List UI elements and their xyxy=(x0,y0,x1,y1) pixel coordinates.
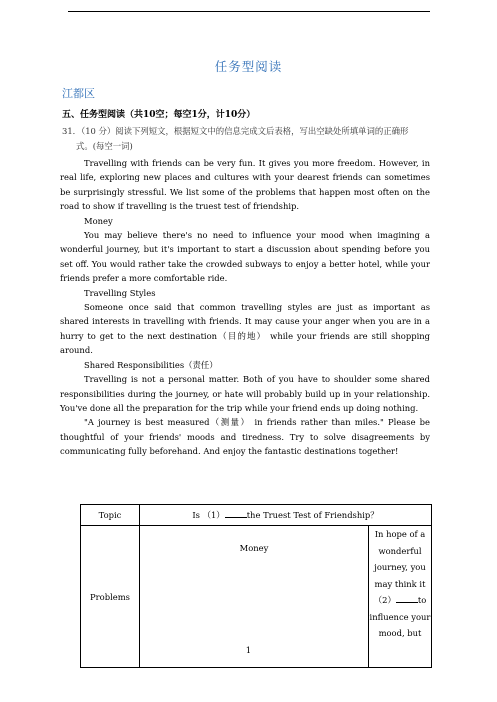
topic-text-pre: Is （1） xyxy=(192,510,225,520)
topic-text-post: the Truest Test of Friendship？ xyxy=(246,510,379,520)
cell-money: Money xyxy=(140,526,369,668)
passage-paragraph-1: Travelling with friends can be very fun. It gives you more freedom. However, in real life, exploring new places and cultures with your dearest friends can sometimes be surprisingly stressful. We list some of the problems that happen most often on the road to show if travelling is the truest test of friendship. xyxy=(60,158,430,212)
blank-2-input[interactable] xyxy=(396,594,418,603)
detail-line: influence your xyxy=(369,611,431,622)
detail-line: mood, but xyxy=(378,628,422,638)
passage-heading-money: Money xyxy=(84,215,113,226)
passage-paragraph-5: "A journey is best measured（测量） in friends rather than miles." Please be thoughtful of your friends' moods and tiredness. Try to solve disagreements by communicating fully beforehand. And enjoy the fantastic destinations together! xyxy=(60,417,430,457)
question-line-1: 31．（10 分）阅读下列短文，根据短文中的信息完成文后表格，写出空缺处所填单词的正确形 xyxy=(62,126,409,136)
table-row-topic xyxy=(81,505,432,526)
section-heading: 五、任务型阅读（共10空；每空1分，计10分） xyxy=(62,110,256,120)
detail-line: In hope of a xyxy=(374,529,426,539)
detail-line: journey, you xyxy=(374,562,426,572)
cell-topic-content xyxy=(140,505,432,526)
district-label: 江都区 xyxy=(62,87,95,100)
blank-1-input[interactable] xyxy=(225,509,247,518)
detail-line: wonderful xyxy=(378,545,422,556)
answer-table xyxy=(80,504,432,668)
passage-paragraph-3: Someone once said that common travelling styles are just as important as shared interests in travelling with friends. It may cause your anger when you are in a hurry to get to the next destination（目的地） while your friends are still shopping around. xyxy=(60,302,430,356)
page-title: 任务型阅读 xyxy=(214,59,283,74)
detail-to: to xyxy=(417,595,427,605)
header-rule xyxy=(68,11,430,12)
question-line-2: 式。(每空一词) xyxy=(76,141,133,151)
passage-paragraph-4: Travelling is not a personal matter. Both of you have to shoulder some shared responsibilities during the journey, or hate will probably build up in your relationship. You've done all the preparation for the trip while your friend ends up doing nothing. xyxy=(60,374,430,413)
cell-problems-label: Problems xyxy=(81,526,140,668)
blank-2-label: （2） xyxy=(373,595,396,605)
passage-paragraph-2: You may believe there's no need to influence your mood when imagining a wonderful journey, but it's important to start a discussion about spending before you set off. You would rather take the crowded subways to enjoy a better hotel, while your friends prefer a more comfortable ride. xyxy=(60,230,430,284)
detail-line-blank xyxy=(369,592,431,609)
cell-topic-label: Topic xyxy=(81,505,140,526)
passage-heading-responsibilities: Shared Responsibilities（责任） xyxy=(84,359,218,370)
page-number: 1 xyxy=(245,646,252,656)
reading-passage xyxy=(60,156,430,459)
question-instructions xyxy=(62,124,434,154)
detail-line: may think it xyxy=(374,578,426,589)
passage-heading-styles: Travelling Styles xyxy=(84,287,156,298)
